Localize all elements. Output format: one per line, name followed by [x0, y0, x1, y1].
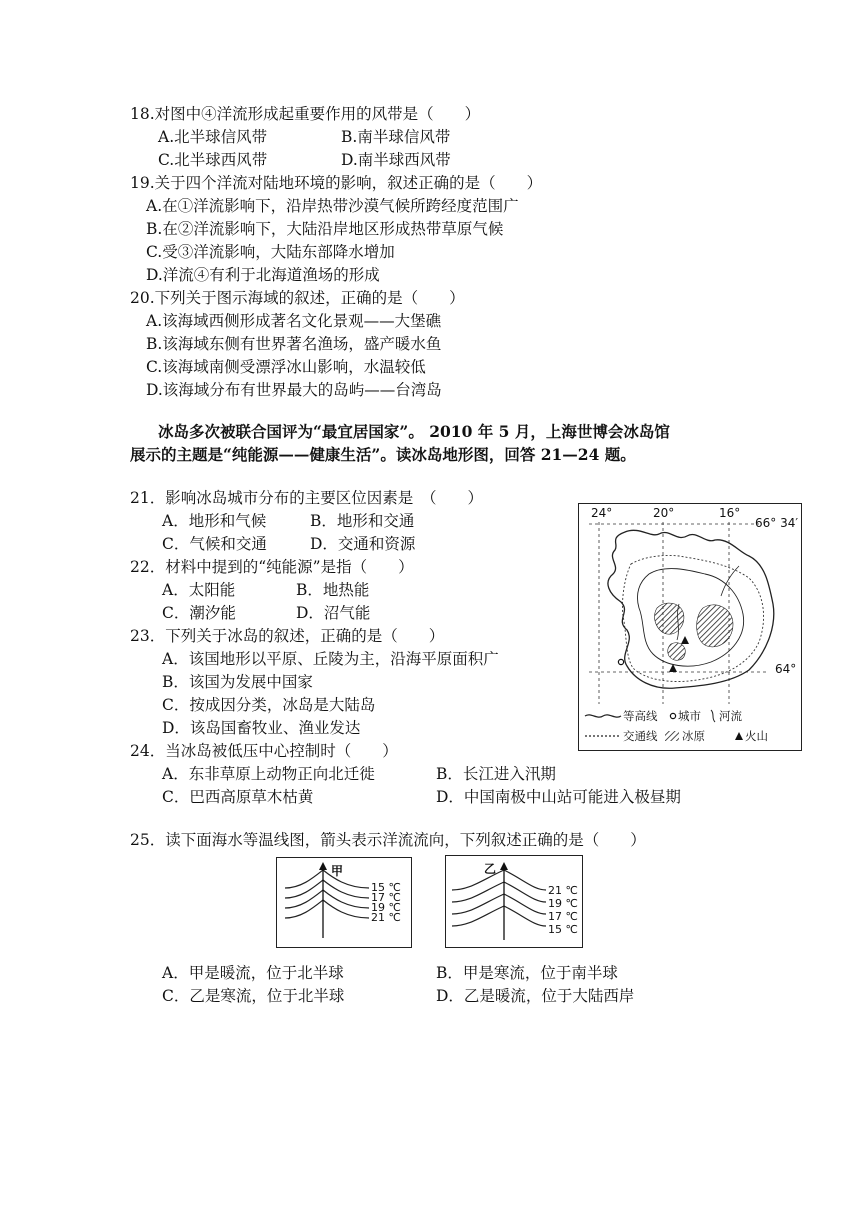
q20-option-b: B.该海域东侧有世界著名渔场，盛产暖水鱼	[146, 335, 442, 353]
q19-option-a: A.在①洋流影响下，沿岸热带沙漠气候所跨经度范围广	[146, 197, 519, 215]
map-lon-16: 16°	[719, 506, 741, 520]
legend-transport-label: 交通线	[623, 729, 658, 743]
yi-temp-4: 15 ℃	[548, 923, 578, 936]
q21-option-d: D．交通和资源	[310, 535, 416, 553]
q23-option-d: D．该岛国畜牧业、渔业发达	[162, 719, 361, 737]
q24-option-c: C．巴西高原草木枯黄	[162, 788, 314, 806]
q25-option-a: A．甲是暖流，位于北半球	[162, 964, 344, 982]
q21-option-c: C．气候和交通	[162, 535, 267, 553]
map-lat-arctic: 66° 34′	[755, 516, 799, 530]
q24-option-b: B．长江进入汛期	[436, 765, 556, 783]
map-lon-24: 24°	[591, 506, 613, 520]
legend-river-label: 河流	[719, 709, 742, 723]
q22-option-a: A．太阳能	[162, 581, 236, 599]
q18-option-a: A.北半球信风带	[158, 128, 268, 146]
legend-city-label: 城市	[678, 709, 701, 723]
intro-line-1: 冰岛多次被联合国评为“最宜居国家”。 2010 年 5 月，上海世博会冰岛馆	[158, 422, 670, 441]
q21-option-b: B．地形和交通	[310, 512, 415, 530]
jia-temp-4: 21 ℃	[371, 911, 401, 924]
q22-stem: 22．材料中提到的“纯能源”是指（ ）	[130, 558, 414, 576]
jia-label: 甲	[331, 864, 344, 878]
q21-option-a: A．地形和气候	[162, 512, 267, 530]
q19-option-c: C.受③洋流影响，大陆东部降水增加	[146, 243, 395, 261]
q21-stem: 21．影响冰岛城市分布的主要区位因素是 （ ）	[130, 489, 483, 507]
isotherm-figure-yi	[445, 855, 583, 948]
q18-option-b: B.南半球信风带	[341, 128, 451, 146]
q22-option-d: D．沼气能	[296, 604, 371, 622]
q19-stem: 19.关于四个洋流对陆地环境的影响，叙述正确的是（ ）	[130, 174, 543, 192]
q24-stem: 24．当冰岛被低压中心控制时（ ）	[130, 742, 398, 760]
iceland-map	[578, 503, 802, 751]
q23-stem: 23．下列关于冰岛的叙述，正确的是（ ）	[130, 627, 445, 645]
q18-stem: 18.对图中④洋流形成起重要作用的风带是（ ）	[130, 105, 481, 123]
q25-option-c: C．乙是寒流，位于北半球	[162, 987, 345, 1005]
q25-option-d: D．乙是暖流，位于大陆西岸	[436, 987, 635, 1005]
q23-option-a: A．该国地形以平原、丘陵为主，沿海平原面积广	[162, 650, 499, 668]
q20-option-d: D.该海域分布有世界最大的岛屿——台湾岛	[146, 381, 442, 399]
q20-stem: 20.下列关于图示海域的叙述，正确的是（ ）	[130, 289, 465, 307]
legend-contour-label: 等高线	[623, 709, 658, 723]
map-lon-20: 20°	[653, 506, 675, 520]
jia-temp-1: 15 ℃	[371, 881, 401, 894]
legend-volcano-label: 火山	[745, 729, 768, 743]
q25-stem: 25．读下面海水等温线图，箭头表示洋流流向，下列叙述正确的是（ ）	[130, 831, 646, 849]
jia-temp-2: 17 ℃	[371, 891, 401, 904]
q19-option-b: B.在②洋流影响下，大陆沿岸地区形成热带草原气候	[146, 220, 504, 238]
isotherm-figure-jia	[276, 857, 412, 948]
q24-option-a: A．东非草原上动物正向北迁徙	[162, 765, 375, 783]
yi-temp-3: 17 ℃	[548, 910, 578, 923]
yi-temp-1: 21 ℃	[548, 884, 578, 897]
q20-option-c: C.该海域南侧受漂浮冰山影响，水温较低	[146, 358, 426, 376]
q24-option-d: D．中国南极中山站可能进入极昼期	[436, 788, 681, 806]
q23-option-c: C．按成因分类，冰岛是大陆岛	[162, 696, 376, 714]
q23-option-b: B．该国为发展中国家	[162, 673, 313, 691]
yi-label: 乙	[484, 862, 497, 876]
intro-line-2: 展示的主题是“纯能源——健康生活”。读冰岛地形图，回答 21—24 题。	[130, 445, 636, 464]
q20-option-a: A.该海域西侧形成著名文化景观——大堡礁	[146, 312, 442, 330]
q18-option-d: D.南半球西风带	[341, 151, 451, 169]
jia-temp-3: 19 ℃	[371, 901, 401, 914]
q22-option-b: B．地热能	[296, 581, 370, 599]
q25-option-b: B．甲是寒流，位于南半球	[436, 964, 618, 982]
q19-option-d: D.洋流④有利于北海道渔场的形成	[146, 266, 380, 284]
q22-option-c: C．潮汐能	[162, 604, 236, 622]
map-lat-64: 64°	[775, 662, 797, 676]
yi-temp-2: 19 ℃	[548, 897, 578, 910]
q18-option-c: C.北半球西风带	[158, 151, 268, 169]
legend-ice-label: 冰原	[682, 729, 705, 743]
